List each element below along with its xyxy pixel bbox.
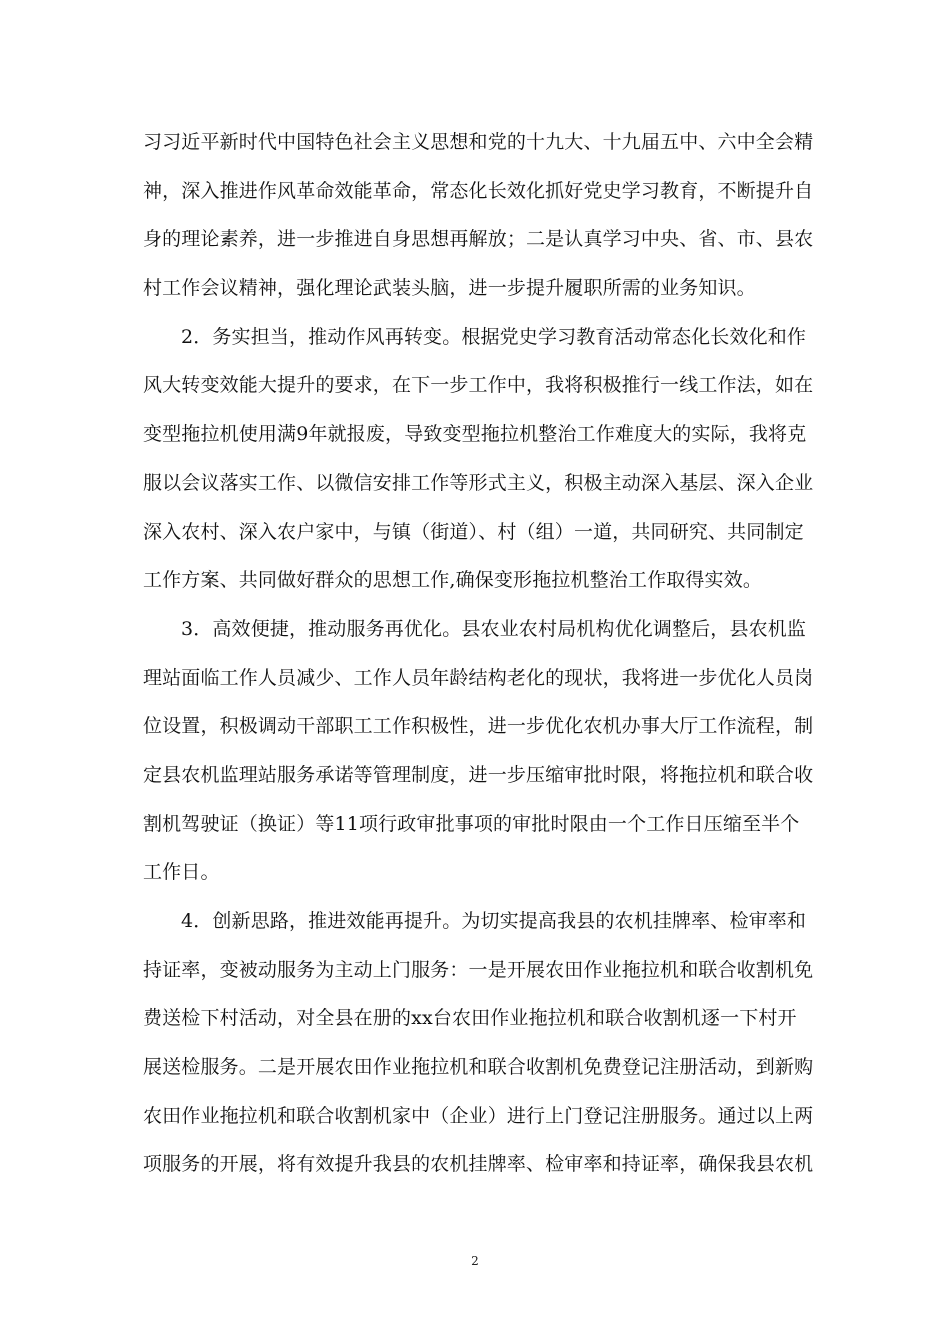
text-line: 深入农村、深入农户家中，与镇（街道）、村（组）一道，共同研究、共同制定 <box>143 520 804 543</box>
text-line: 持证率，变被动服务为主动上门服务：一是开展农田作业拖拉机和联合收割机免 <box>143 958 814 981</box>
text-line: 身的理论素养，进一步推进自身思想再解放；二是认真学习中央、省、市、县农 <box>143 228 814 251</box>
text-line: 变型拖拉机使用满9年就报废，导致变型拖拉机整治工作难度大的实际，我将克 <box>143 423 807 446</box>
text-line: 割机驾驶证（换证）等11项行政审批事项的审批时限由一个工作日压缩至半个 <box>143 812 800 835</box>
text-line: 习习近平新时代中国特色社会主义思想和党的十九大、十九届五中、六中全会精 <box>143 131 814 153</box>
paragraph-3-first-line: 3．高效便捷，推动服务再优化。县农业农村局机构优化调整后，县农机监 <box>181 617 807 640</box>
page-number: 2 <box>471 1254 479 1268</box>
paragraph-2-first-line: 2．务实担当，推动作风再转变。根据党史学习教育活动常态化长效化和作 <box>181 325 807 348</box>
paragraph-4-first-line: 4．创新思路，推进效能再提升。为切实提高我县的农机挂牌率、检审率和 <box>181 910 807 932</box>
text-line: 理站面临工作人员减少、工作人员年龄结构老化的现状，我将进一步优化人员岗 <box>143 666 814 689</box>
text-line: 工作方案、共同做好群众的思想工作,确保变形拖拉机整治工作取得实效。 <box>143 569 762 592</box>
text-line: 工作日。 <box>143 861 220 884</box>
text-line: 费送检下村活动，对全县在册的xx台农田作业拖拉机和联合收割机逐一下村开 <box>143 1007 797 1030</box>
text-line: 农田作业拖拉机和联合收割机家中（企业）进行上门登记注册服务。通过以上两 <box>143 1104 814 1127</box>
text-line: 服以会议落实工作、以微信安排工作等形式主义，积极主动深入基层、深入企业 <box>143 471 814 494</box>
text-line: 定县农机监理站服务承诺等管理制度，进一步压缩审批时限，将拖拉机和联合收 <box>143 763 814 786</box>
text-line: 神，深入推进作风革命效能革命，常态化长效化抓好党史学习教育，不断提升自 <box>143 179 814 202</box>
body-text <box>143 118 813 1189</box>
text-line: 展送检服务。二是开展农田作业拖拉机和联合收割机免费登记注册活动，到新购 <box>143 1056 814 1079</box>
text-line: 风大转变效能大提升的要求，在下一步工作中，我将积极推行一线工作法，如在 <box>143 374 814 397</box>
text-line: 村工作会议精神，强化理论武装头脑，进一步提升履职所需的业务知识。 <box>143 277 756 300</box>
text-line: 项服务的开展，将有效提升我县的农机挂牌率、检审率和持证率，确保我县农机 <box>143 1153 814 1176</box>
text-line: 位设置，积极调动干部职工工作积极性，进一步优化农机办事大厅工作流程，制 <box>143 715 814 738</box>
